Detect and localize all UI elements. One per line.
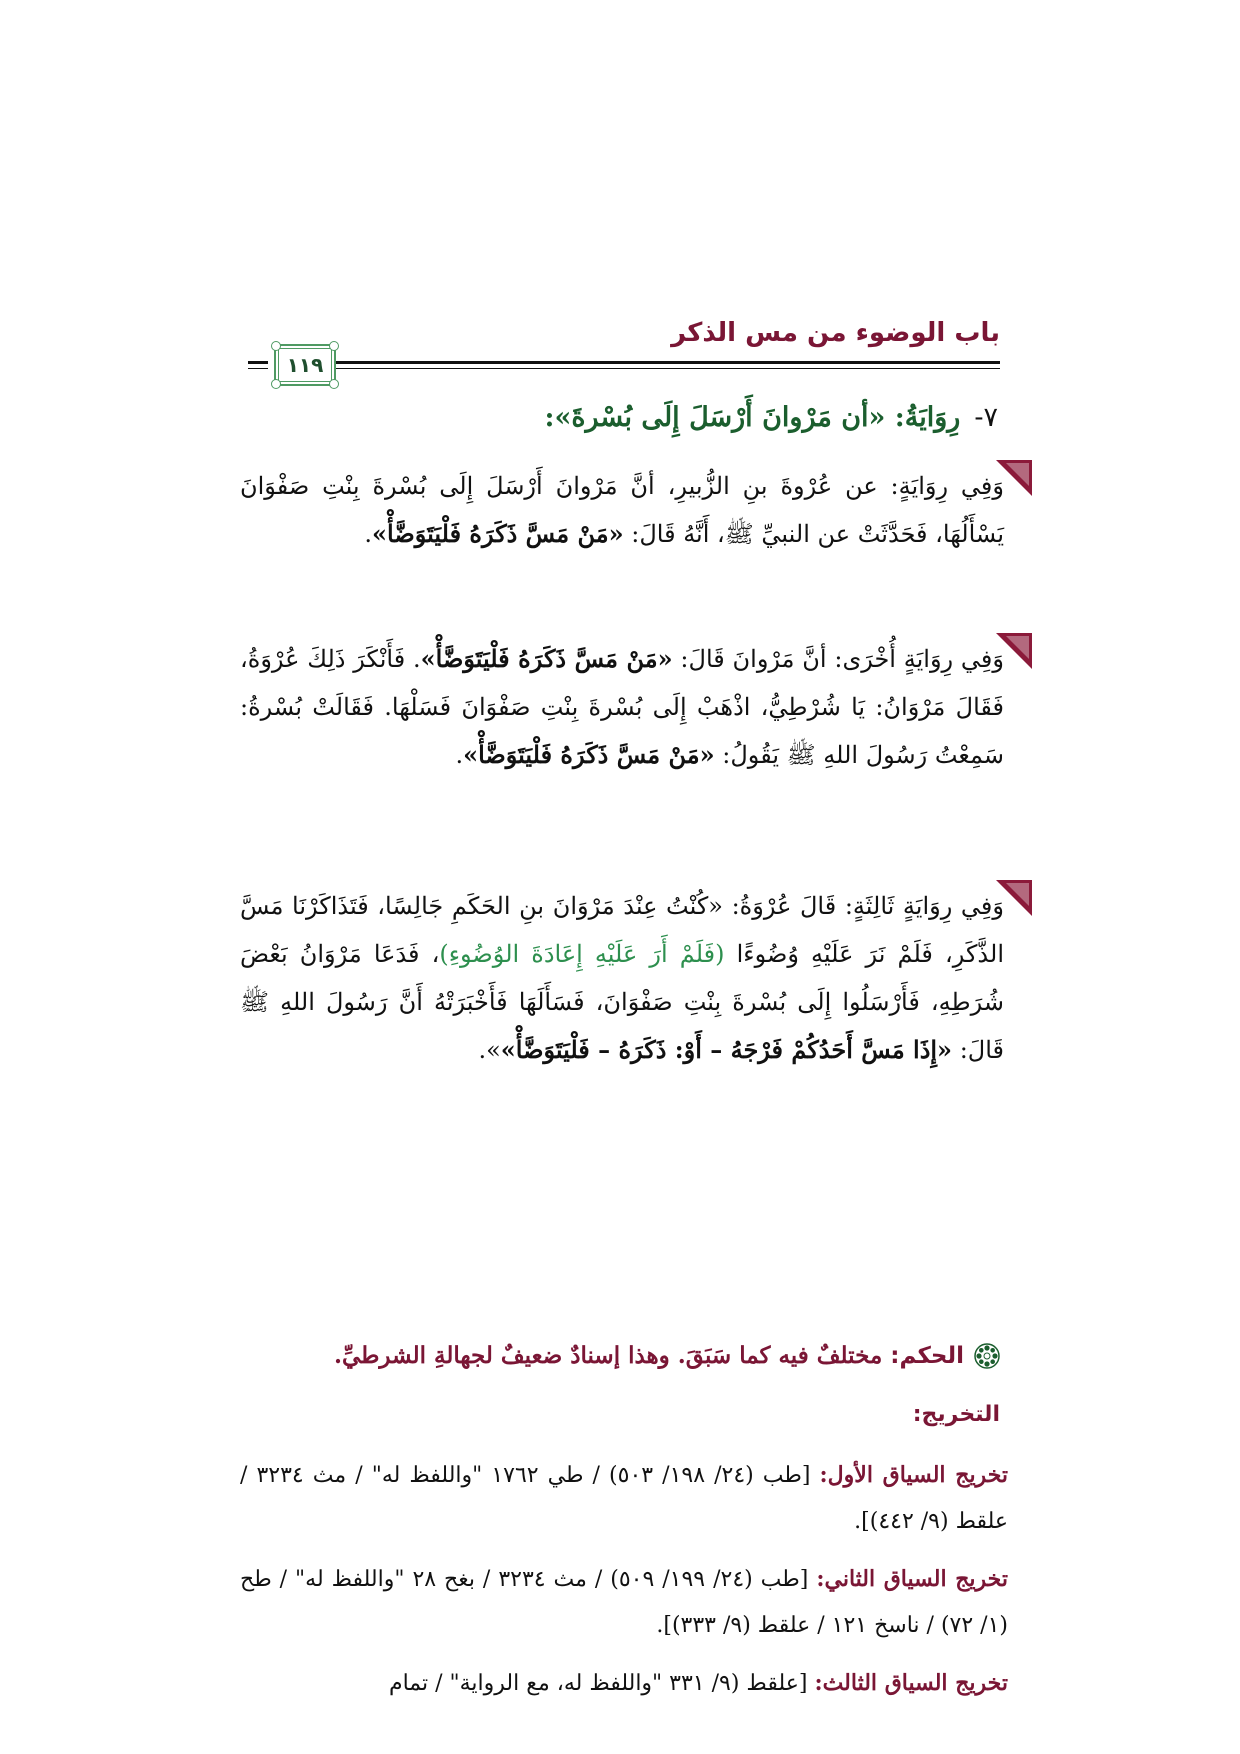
narration-part: . فَأَنْكَرَ ذَلِكَ عُرْوَةُ، فَقَالَ مَرْوَانُ: يَا شُرْطِيُّ، اذْهَبْ إِلَى بُسْرةَ بِنْتِ صَفْوَانَ فَسَلْهَا. فَقَالَتْ بُسْرةُ: سَمِعْتُ رَسُولَ اللهِ ﷺ يَقُولُ: <box>240 645 1004 769</box>
narration-text <box>240 462 1004 558</box>
narration-part: وَفِي رِوَايَةٍ: عن عُرْوةَ بنِ الزُّبيرِ، أنَّ مَرْوانَ أَرْسَلَ إِلَى بُسْرةَ بِنْتِ صَفْوَانَ يَسْأَلُهَا، فَحَدَّثَتْ عن النبيِّ ﷺ، أَنَّهُ قَالَ: <box>240 472 1004 548</box>
hadith-quote: «إِذَا مَسَّ أَحَدُكُمْ فَرْجَهُ – أَوْ: ذَكَرَهُ – فَلْيَتَوَضَّأْ» <box>500 1035 953 1064</box>
frame-corner-icon <box>329 379 339 389</box>
takhrij-3 <box>240 1660 1008 1707</box>
narration-part: وَفِي رِوَايَةٍ ثَالِثَةٍ: قَالَ عُرْوَةُ: «كُنْتُ عِنْدَ مَرْوَانَ بنِ الحَكَمِ جَالِسًا، فَتَذَاكَرْنَا مَسَّ الذَّكَرِ، فَلَمْ نَرَ عَلَيْهِ وُضُوءًا <box>240 892 1004 968</box>
header-rule-thin <box>335 368 1000 369</box>
ruling <box>236 1342 1000 1369</box>
frame-corner-icon <box>271 341 281 351</box>
takhrij-sources: [طب (٢٤/ ١٩٩/ ٥٠٩) / مث ٣٢٣٤ / بغح ٢٨ "واللفظ له" / طح (١/ ٧٢) / ناسخ ١٢١ / علقط (٩/ ٣٣٣)]. <box>240 1567 1008 1638</box>
page-number: ١١٩ <box>286 353 324 377</box>
takhrij-label: تخريج السياق الثالث: <box>814 1670 1008 1696</box>
corner-triangle-icon <box>996 880 1032 916</box>
narration-text <box>240 882 1004 1074</box>
corner-triangle-icon <box>996 633 1032 669</box>
takhrij-label: تخريج السياق الأول: <box>819 1462 1009 1488</box>
narration-1 <box>240 462 1004 558</box>
header-rule-left <box>248 361 268 364</box>
frame-corner-icon <box>329 341 339 351</box>
takhrij-heading: التخريج: <box>912 1402 1000 1427</box>
ruling-text: مختلفٌ فيه كما سَبَقَ. وهذا إسنادٌ ضعيفٌ لجهالةِ الشرطيِّ. <box>333 1342 883 1369</box>
narration-part: . <box>455 741 464 769</box>
ruling-label: الحكم: <box>890 1343 964 1369</box>
hadith-quote: «مَنْ مَسَّ ذَكَرَهُ فَلْيَتَوَضَّأْ» <box>420 644 673 673</box>
narration-part: ، فَدَعَا مَرْوَانُ بَعْضَ شُرَطِهِ، فَأَرْسَلُوا إِلَى بُسْرةَ بِنْتِ صَفْوَانَ، فَسَأَلَهَا فَأَخْبَرَتْهُ أَنَّ رَسُولَ اللهِ ﷺ قَالَ: <box>240 940 1004 1064</box>
frame-corner-icon <box>271 379 281 389</box>
narration-3 <box>240 882 1004 1074</box>
section-title: رِوَايَةُ: «أن مَرْوانَ أَرْسَلَ إِلَى بُسْرةَ»: <box>544 402 961 433</box>
rosette-icon <box>974 1343 1000 1369</box>
section-number: ٧- <box>974 402 998 433</box>
takhrij-2 <box>240 1556 1008 1649</box>
section-heading <box>238 402 998 433</box>
ornamental-frame-icon <box>274 344 336 386</box>
narration-text <box>240 635 1004 779</box>
narration-part: ». <box>478 1036 501 1064</box>
variant-wording: (فَلَمْ أَرَ عَلَيْهِ إِعَادَةَ الوُضُوءِ) <box>439 940 725 968</box>
takhrij-1 <box>240 1452 1008 1545</box>
takhrij-sources: [علقط (٩/ ٣٣١ "واللفظ له، مع الرواية" / تمام <box>388 1671 808 1696</box>
hadith-quote: «مَنْ مَسَّ ذَكَرَهُ فَلْيَتَوَضَّأْ» <box>372 519 624 548</box>
takhrij-sources: [طب (٢٤/ ١٩٨/ ٥٠٣) / طي ١٧٦٢ "واللفظ له" / مث ٣٢٣٤ / علقط (٩/ ٤٤٢)]. <box>240 1463 1008 1534</box>
hadith-quote: «مَنْ مَسَّ ذَكَرَهُ فَلْيَتَوَضَّأْ» <box>463 740 715 769</box>
narration-part: . <box>364 520 373 548</box>
narration-part: وَفِي رِوَايَةٍ أُخْرَى: أنَّ مَرْوانَ قَالَ: <box>672 645 1004 673</box>
header-rule-left-thin <box>248 368 268 369</box>
takhrij-label: تخريج السياق الثاني: <box>816 1566 1008 1592</box>
chapter-title: باب الوضوء من مس الذكر <box>671 318 1000 348</box>
corner-triangle-icon <box>996 460 1032 496</box>
page-header <box>248 318 1000 378</box>
narration-2 <box>240 635 1004 779</box>
header-rule <box>335 361 1000 364</box>
